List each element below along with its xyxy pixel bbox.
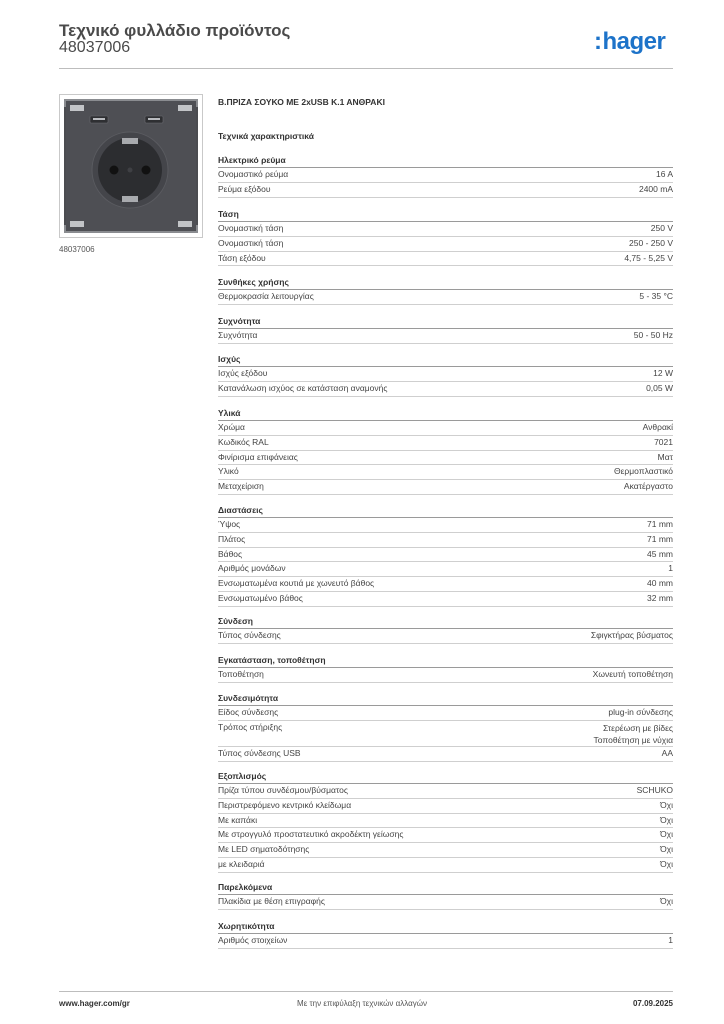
row-label: Ισχύς εξόδου [218, 368, 268, 378]
row-label: Τοποθέτηση [218, 669, 264, 679]
row-value: 50 - 50 Hz [633, 330, 673, 340]
spec-section [218, 314, 673, 344]
row-value-2: Τοποθέτηση με νύχια [593, 734, 673, 745]
row-label: Ενσωματωμένα κουτιά με χωνευτό βάθος [218, 578, 375, 589]
spec-row [218, 747, 673, 762]
row-label: Ονομαστική τάση [218, 223, 284, 233]
row-label: Αριθμός στοιχείων [218, 935, 288, 945]
row-value: Σφιγκτήρας βύσματος [590, 630, 673, 640]
spec-row [218, 668, 673, 683]
section-title: Διαστάσεις [218, 503, 673, 518]
spec-section [218, 691, 673, 762]
row-label: Είδος σύνδεσης [218, 707, 279, 717]
footer-note: Με την επιφύλαξη τεχνικών αλλαγών [297, 999, 427, 1008]
row-label: Τύπος σύνδεσης USB [218, 747, 301, 758]
row-value: 250 - 250 V [629, 237, 673, 248]
spec-row [218, 828, 673, 843]
spec-row [218, 562, 673, 577]
row-label: Ύψος [218, 519, 241, 529]
row-label: Τάση εξόδου [218, 252, 266, 263]
row-label: με κλειδαριά [218, 858, 265, 869]
row-label: Αριθμός μονάδων [218, 563, 286, 574]
spec-section [218, 919, 673, 949]
section-title: Εξοπλισμός [218, 769, 673, 784]
section-title: Σύνδεση [218, 614, 673, 629]
spec-row [218, 237, 673, 252]
row-value: 1 [668, 935, 673, 945]
header-divider [59, 68, 673, 69]
row-value: Θερμοπλαστικό [613, 466, 673, 477]
spec-section [218, 614, 673, 644]
spec-row [218, 436, 673, 451]
spec-section [218, 769, 673, 873]
product-image [59, 94, 203, 238]
section-title: Τάση [218, 207, 673, 222]
section-title: Ισχύς [218, 352, 673, 367]
row-value: 32 mm [647, 592, 673, 603]
row-label: Πρίζα τύπου συνδέσμου/βύσματος [218, 785, 349, 795]
row-value: 71 mm [647, 533, 673, 544]
row-label: Θερμοκρασία λειτουργίας [218, 291, 314, 301]
spec-row [218, 252, 673, 267]
spec-row [218, 290, 673, 305]
row-label: Τύπος σύνδεσης [218, 630, 281, 640]
spec-row [218, 168, 673, 183]
spec-row [218, 577, 673, 592]
row-value: Όχι [660, 844, 673, 855]
spec-row [218, 329, 673, 344]
row-value: Όχι [660, 858, 673, 869]
row-label: Κατανάλωση ισχύος σε κατάσταση αναμονής [218, 382, 388, 393]
footer-divider [59, 991, 673, 992]
row-label: Βάθος [218, 548, 243, 559]
row-value: Όχι [660, 896, 673, 906]
row-label: Ονομαστική τάση [218, 237, 284, 248]
specs-heading: Τεχνικά χαρακτηριστικά [218, 131, 314, 141]
spec-row [218, 858, 673, 873]
spec-row [218, 548, 673, 563]
row-value: Ακατέργαστο [623, 481, 673, 492]
row-value: AA [661, 747, 673, 758]
row-value: Όχι [660, 814, 673, 825]
row-value: 250 V [650, 223, 673, 233]
row-value: 7021 [654, 436, 673, 447]
hager-logo: :hager [594, 28, 666, 55]
row-value: Όχι [660, 829, 673, 840]
spec-row [218, 721, 673, 747]
spec-section [218, 153, 673, 198]
row-value: 12 W [653, 368, 673, 378]
socket-icon [60, 95, 202, 237]
spec-row [218, 367, 673, 382]
spec-row [218, 843, 673, 858]
row-value: 4,75 - 5,25 V [624, 252, 673, 263]
row-label: Με στρογγυλό προστατευτικό ακροδέκτη γείωσης [218, 829, 404, 840]
row-label: Πλακίδια με θέση επιγραφής [218, 896, 325, 906]
section-title: Παρελκόμενα [218, 880, 673, 895]
product-name: Β.ΠΡΙΖΑ ΣΟΥΚΟ ΜΕ 2xUSB Κ.1 ΑΝΘΡΑΚΙ [218, 97, 385, 107]
product-code: 48037006 [59, 39, 131, 56]
spec-section [218, 207, 673, 266]
page-title: Τεχνικό φυλλάδιο προϊόντος [59, 21, 291, 40]
row-label: Τρόπος στήριξης [218, 721, 283, 732]
row-value: plug-in σύνδεσης [608, 707, 673, 717]
row-value: 71 mm [647, 519, 673, 529]
spec-row [218, 421, 673, 436]
section-title: Συχνότητα [218, 314, 673, 329]
row-label: Περιστρεφόμενο κεντρικό κλείδωμα [218, 799, 352, 810]
footer-website-link[interactable]: www.hager.com/gr [59, 999, 130, 1008]
row-label: Με LED σηματοδότησης [218, 844, 310, 855]
section-title: Συνθήκες χρήσης [218, 275, 673, 290]
spec-section [218, 503, 673, 607]
row-label: Ονομαστικό ρεύμα [218, 169, 289, 179]
row-label: Ενσωματωμένο βάθος [218, 592, 303, 603]
row-value: Χωνευτή τοποθέτηση [592, 669, 673, 679]
spec-row [218, 465, 673, 480]
spec-row [218, 183, 673, 198]
row-value: 40 mm [647, 578, 673, 589]
row-value: Στερέωση με βίδες [602, 722, 673, 733]
row-label: Κωδικός RAL [218, 436, 269, 447]
row-label: Συχνότητα [218, 330, 258, 340]
spec-section [218, 653, 673, 683]
section-title: Χωρητικότητα [218, 919, 673, 934]
spec-row [218, 706, 673, 721]
spec-row [218, 592, 673, 607]
row-value: 16 A [655, 169, 673, 179]
section-title: Ηλεκτρικό ρεύμα [218, 153, 673, 168]
spec-section [218, 406, 673, 495]
spec-row [218, 518, 673, 533]
spec-row [218, 533, 673, 548]
row-value: Ανθρακί [642, 422, 673, 432]
row-label: Ρεύμα εξόδου [218, 183, 271, 194]
row-label: Χρώμα [218, 422, 245, 432]
row-label: Μεταχείριση [218, 481, 264, 492]
row-value: 1 [668, 563, 673, 574]
spec-row [218, 895, 673, 910]
row-value-group [594, 721, 673, 746]
spec-row [218, 382, 673, 397]
section-title: Εγκατάσταση, τοποθέτηση [218, 653, 673, 668]
row-label: Με καπάκι [218, 814, 258, 825]
row-value: 2400 mA [638, 183, 673, 194]
row-label: Πλάτος [218, 533, 246, 544]
spec-section [218, 352, 673, 397]
spec-row [218, 784, 673, 799]
spec-row [218, 934, 673, 949]
logo-text: hager [602, 28, 666, 55]
spec-row [218, 480, 673, 495]
footer-date: 07.09.2025 [632, 999, 673, 1008]
row-value: Ματ [657, 451, 673, 462]
spec-section [218, 275, 673, 305]
section-title: Συνδεσιμότητα [218, 691, 673, 706]
section-title: Υλικά [218, 406, 673, 421]
image-caption: 48037006 [59, 245, 95, 254]
row-value: Όχι [660, 799, 673, 810]
row-value: 45 mm [647, 548, 673, 559]
row-label: Υλικό [218, 466, 239, 477]
spec-row [218, 629, 673, 644]
spec-row [218, 814, 673, 829]
row-value: SCHUKO [636, 785, 673, 795]
spec-row [218, 799, 673, 814]
spec-row [218, 222, 673, 237]
spec-row [218, 451, 673, 466]
row-value: 5 - 35 °C [639, 291, 673, 301]
row-value: 0,05 W [646, 382, 673, 393]
spec-section [218, 880, 673, 910]
row-label: Φινίρισμα επιφάνειας [218, 451, 298, 462]
